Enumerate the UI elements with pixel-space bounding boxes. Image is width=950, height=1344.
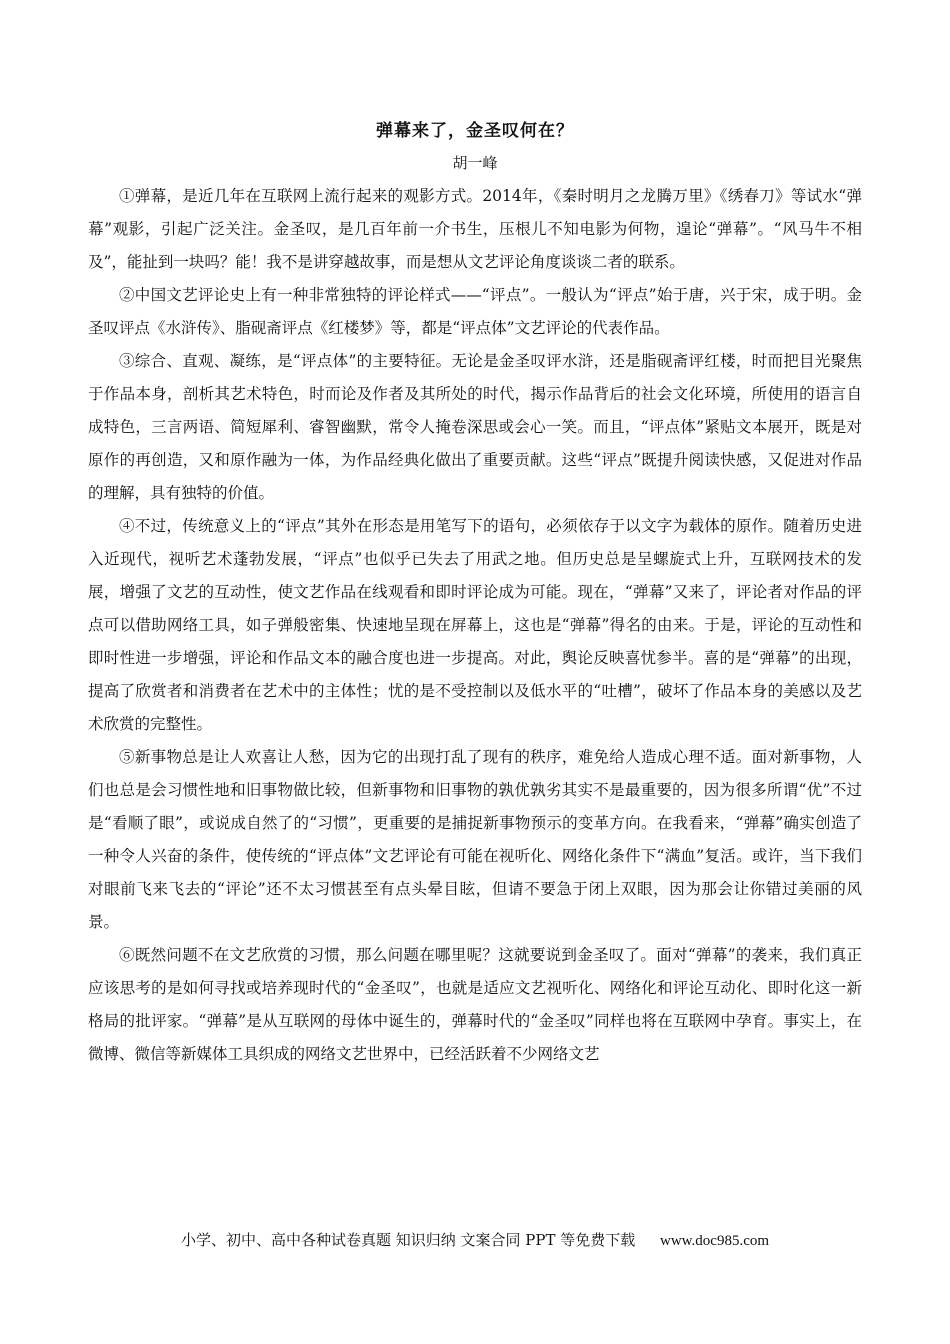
footer-url-link[interactable]: www.doc985.com (660, 1233, 770, 1249)
article-body (88, 180, 862, 1071)
article-title: 弹幕来了，金圣叹何在？ (376, 121, 574, 141)
page-footer (0, 1229, 950, 1250)
paragraph-3: ③综合、直观、凝练，是“评点体”的主要特征。无论是金圣叹评水浒，还是脂砚斋评红楼，时而把目光聚焦于作品本身，剖析其艺术特色，时而论及作者及其所处的时代，揭示作品背后的社会文化环境，所使用的语言自成特色，三言两语、简短犀利、睿智幽默，常令人掩卷深思或会心一笑。而且，“评点体”紧贴文本展开，既是对原作的再创造，又和原作融为一体，为作品经典化做出了重要贡献。这些“评点”既提升阅读快感，又促进对作品的理解，具有独特的价值。 (88, 352, 862, 502)
paragraph-1: ①弹幕，是近几年在互联网上流行起来的观影方式。2014年，《秦时明月之龙腾万里》《绣春刀》等试水“弹幕”观影，引起广泛关注。金圣叹，是几百年前一介书生，压根儿不知电影为何物，遑论“弹幕”。“风马牛不相及”，能扯到一块吗？能！我不是讲穿越故事，而是想从文艺评论角度谈谈二者的联系。 (88, 187, 862, 271)
paragraph-2: ②中国文艺评论史上有一种非常独特的评论样式——“评点”。一般认为“评点”始于唐，兴于宋，成于明。金圣叹评点《水浒传》、脂砚斋评点《红楼梦》等，都是“评点体”文艺评论的代表作品。 (88, 286, 862, 337)
footer-text: 小学、初中、高中各种试卷真题 知识归纳 文案合同 PPT 等免费下载 (180, 1231, 636, 1249)
paragraph-4: ④不过，传统意义上的“评点”其外在形态是用笔写下的语句，必须依存于以文字为载体的原作。随着历史进入近现代，视听艺术蓬勃发展，“评点”也似乎已失去了用武之地。但历史总是呈螺旋式上升，互联网技术的发展，增强了文艺的互动性，使文艺作品在线观看和即时评论成为可能。现在，“弹幕”又来了，评论者对作品的评点可以借助网络工具，如子弹般密集、快速地呈现在屏幕上，这也是“弹幕”得名的由来。于是，评论的互动性和即时性进一步增强，评论和作品文本的融合度也进一步提高。对此，舆论反映喜忧参半。喜的是“弹幕”的出现，提高了欣赏者和消费者在艺术中的主体性；忧的是不受控制以及低水平的“吐槽”，破坏了作品本身的美感以及艺术欣赏的完整性。 (88, 517, 862, 733)
paragraph-5: ⑤新事物总是让人欢喜让人愁，因为它的出现打乱了现有的秩序，难免给人造成心理不适。面对新事物，人们也总是会习惯性地和旧事物做比较，但新事物和旧事物的孰优孰劣其实不是最重要的，因为很多所谓“优”不过是“看顺了眼”，或说成自然了的“习惯”，更重要的是捕捉新事物预示的变革方向。在我看来，“弹幕”确实创造了一种令人兴奋的条件，使传统的“评点体”文艺评论有可能在视听化、网络化条件下“满血”复活。或许，当下我们对眼前飞来飞去的“评论”还不太习惯甚至有点头晕目眩，但请不要急于闭上双眼，因为那会让你错过美丽的风景。 (88, 748, 862, 931)
paragraph-6: ⑥既然问题不在文艺欣赏的习惯，那么问题在哪里呢？这就要说到金圣叹了。面对“弹幕”的袭来，我们真正应该思考的是如何寻找或培养现时代的“金圣叹”，也就是适应文艺视听化、网络化和评论互动化、即时化这一新格局的批评家。“弹幕”是从互联网的母体中诞生的，弹幕时代的“金圣叹”同样也将在互联网中孕育。事实上，在微博、微信等新媒体工具织成的网络文艺世界中，已经活跃着不少网络文艺 (88, 946, 862, 1063)
article-author: 胡一峰 (452, 154, 498, 172)
